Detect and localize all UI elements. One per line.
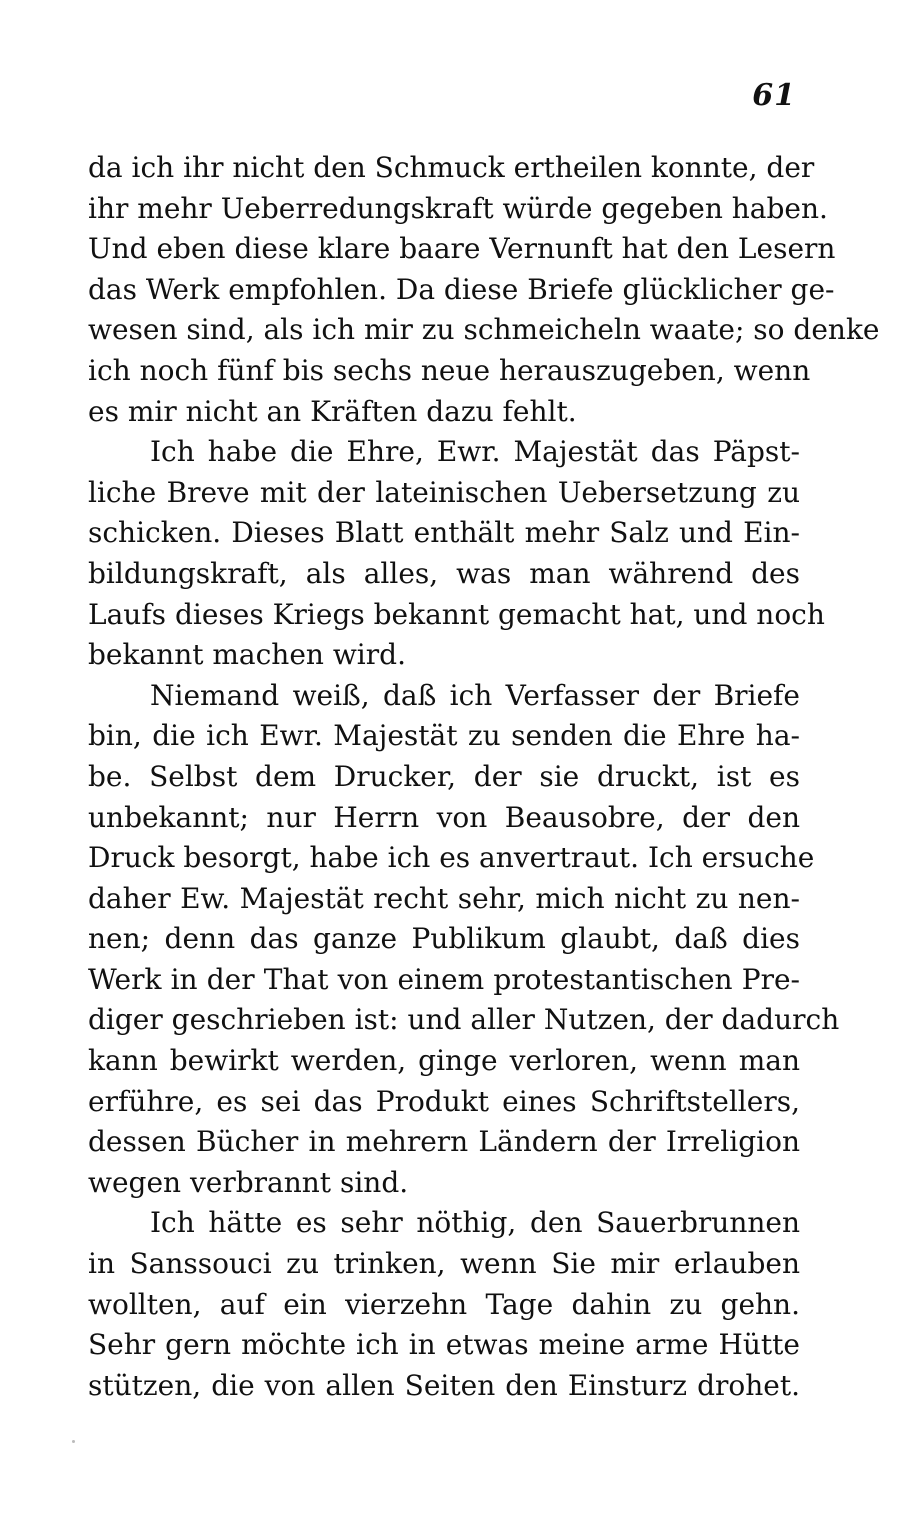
text-line: Ich hätte es sehr nöthig, den Sauerbrunnen bbox=[150, 1206, 800, 1240]
body-text bbox=[88, 148, 880, 1406]
text-line: schicken. Dieses Blatt enthält mehr Salz und Ein- bbox=[88, 516, 800, 550]
text-line: nen; denn das ganze Publikum glaubt, daß dies bbox=[88, 922, 800, 956]
text-line: wegen verbrannt sind. bbox=[88, 1165, 409, 1199]
text-line: in Sanssouci zu trinken, wenn Sie mir erlauben bbox=[88, 1247, 800, 1281]
text-line: es mir nicht an Kräften dazu fehlt. bbox=[88, 394, 577, 428]
text-line: be. Selbst dem Drucker, der sie druckt, ist es bbox=[88, 759, 800, 793]
text-line: bekannt machen wird. bbox=[88, 638, 406, 672]
text-line: Druck besorgt, habe ich es anvertraut. Ich ersuche bbox=[88, 841, 815, 875]
text-line: dessen Bücher in mehrern Ländern der Irreligion bbox=[88, 1125, 800, 1159]
text-line: Niemand weiß, daß ich Verfasser der Briefe bbox=[150, 678, 800, 712]
text-line: wollten, auf ein vierzehn Tage dahin zu gehn. bbox=[88, 1287, 800, 1321]
text-line: Ich habe die Ehre, Ewr. Majestät das Päpst- bbox=[150, 435, 800, 469]
text-line: Werk in der That von einem protestantischen Pre- bbox=[88, 962, 800, 996]
paper-speck bbox=[72, 1440, 75, 1443]
text-line: wesen sind, als ich mir zu schmeicheln waate; so denke bbox=[88, 313, 880, 347]
page-number: 61 bbox=[752, 78, 796, 113]
text-line: das Werk empfohlen. Da diese Briefe glücklicher ge- bbox=[88, 272, 835, 306]
text-line: liche Breve mit der lateinischen Uebersetzung zu bbox=[88, 475, 800, 509]
text-line: daher Ew. Majestät recht sehr, mich nicht zu nen- bbox=[88, 881, 800, 915]
text-line: kann bewirkt werden, ginge verloren, wenn man bbox=[88, 1044, 800, 1078]
text-line: Laufs dieses Kriegs bekannt gemacht hat, und noch bbox=[88, 597, 825, 631]
text-line: da ich ihr nicht den Schmuck ertheilen konnte, der bbox=[88, 151, 815, 184]
text-line: bildungskraft, als alles, was man während des bbox=[88, 556, 800, 590]
text-line: diger geschrieben ist: und aller Nutzen, der dadurch bbox=[88, 1003, 840, 1037]
text-line: Und eben diese klare baare Vernunft hat den Lesern bbox=[88, 232, 836, 266]
text-line: ich noch fünf bis sechs neue herauszugeben, wenn bbox=[88, 353, 811, 387]
text-line: Sehr gern möchte ich in etwas meine arme Hütte bbox=[88, 1328, 800, 1362]
text-line: bin, die ich Ewr. Majestät zu senden die Ehre ha- bbox=[88, 719, 800, 753]
text-line: stützen, die von allen Seiten den Einsturz drohet. bbox=[88, 1368, 800, 1402]
text-line: ihr mehr Ueberredungskraft würde gegeben haben. bbox=[88, 191, 828, 225]
text-line: unbekannt; nur Herrn von Beausobre, der den bbox=[88, 800, 800, 834]
text-line: erführe, es sei das Produkt eines Schriftstellers, bbox=[88, 1084, 800, 1118]
